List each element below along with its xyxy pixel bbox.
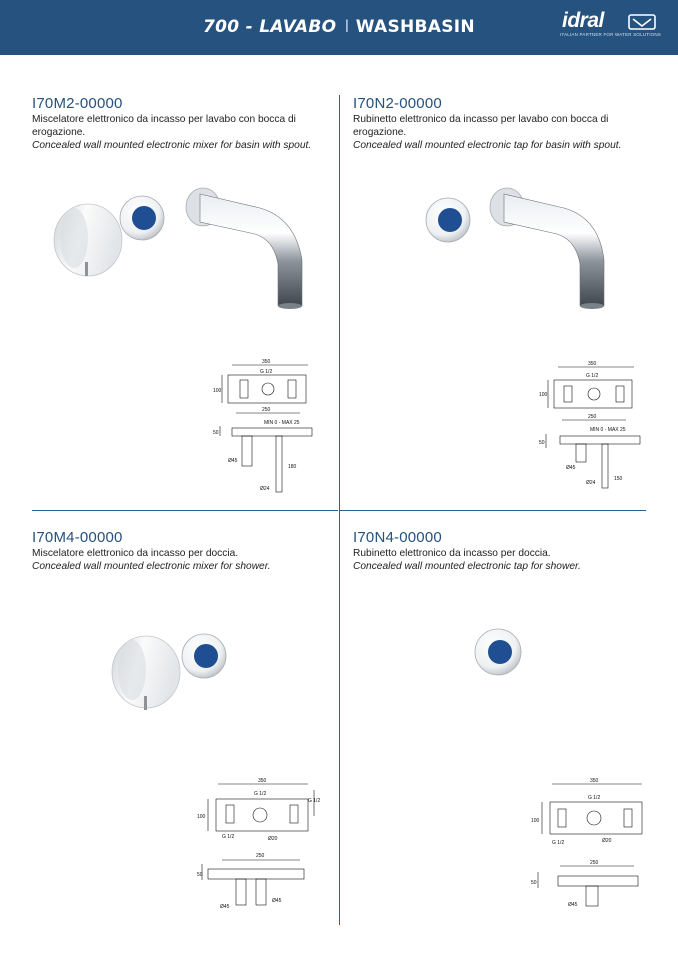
sensor-disc-icon — [120, 196, 164, 240]
dim-inner: 250 — [588, 414, 597, 420]
horizontal-divider-left — [32, 510, 338, 511]
title-separator: I — [344, 17, 350, 37]
product-i70n4 — [353, 529, 648, 573]
dim-width: 350 — [588, 361, 597, 367]
sensor-disc-icon — [182, 634, 226, 678]
product-code: I70N4-00000 — [353, 529, 442, 546]
product-desc-en: Concealed wall mounted electronic tap for shower. — [353, 561, 581, 572]
mixer-spout-photo — [40, 180, 330, 320]
dim-inner: 250 — [590, 860, 599, 866]
shower-mixer-photo — [100, 620, 240, 720]
technical-drawing-i70m4 — [196, 772, 326, 912]
product-desc-en: Concealed wall mounted electronic mixer for basin with spout. — [32, 140, 312, 151]
dim-length: 150 — [614, 476, 623, 482]
dim-inner: 250 — [262, 407, 271, 413]
dim-min-max: MIN 0 - MAX 25 — [264, 420, 300, 426]
product-desc-en: Concealed wall mounted electronic tap for basin with spout. — [353, 140, 622, 151]
sensor-disc-icon — [426, 198, 470, 242]
product-code: I70N2-00000 — [353, 95, 442, 112]
dim-height: 100 — [531, 818, 540, 824]
dim-thread-side: G 1/2 — [308, 798, 321, 804]
dim-thread: G 1/2 — [260, 369, 273, 375]
technical-drawing-i70n4 — [530, 772, 650, 912]
product-desc-it: Miscelatore elettronico da incasso per lavabo con bocca di erogazione. — [32, 114, 296, 138]
dim-height: 100 — [213, 388, 222, 394]
dim-dia-body: Ø45 — [228, 458, 238, 464]
dim-thread-bottom: G 1/2 — [222, 834, 235, 840]
product-i70n2 — [353, 95, 648, 152]
dim-length: 180 — [288, 464, 297, 470]
spout-icon — [490, 188, 604, 309]
dim-dia-body: Ø45 — [566, 465, 576, 471]
technical-drawing-i70n2 — [538, 356, 648, 496]
dim-depth: 50 — [213, 430, 219, 436]
dim-width: 350 — [590, 778, 599, 784]
product-i70m4 — [32, 529, 327, 573]
horizontal-divider-right — [340, 510, 646, 511]
mixer-knob-icon — [54, 204, 122, 276]
dim-depth: 50 — [197, 872, 203, 878]
dim-dia-body-2: Ø45 — [272, 898, 282, 904]
dim-thread: G 1/2 — [254, 791, 267, 797]
dim-height: 100 — [197, 814, 206, 820]
dim-dia-20: Ø20 — [268, 836, 278, 842]
idral-logo — [560, 9, 662, 42]
page-header — [0, 0, 678, 55]
dim-depth: 50 — [531, 880, 537, 886]
dim-dia-body: Ø45 — [568, 902, 578, 908]
dim-dia-spout: Ø24 — [586, 480, 596, 486]
dim-width: 350 — [258, 778, 267, 784]
tap-spout-photo — [410, 180, 620, 320]
dim-inner: 250 — [256, 853, 265, 859]
logo-tagline: ITALIAN PARTNER FOR WATER SOLUTIONS — [560, 32, 662, 37]
logo-badge-icon — [628, 14, 656, 30]
dim-dia-spout: Ø24 — [260, 486, 270, 492]
logo-wordmark: idral — [562, 9, 604, 32]
shower-tap-photo — [468, 626, 528, 686]
dim-dia-20: Ø20 — [602, 838, 612, 844]
product-desc-it: Rubinetto elettronico da incasso per doccia. — [353, 548, 551, 559]
dim-thread-bottom: G 1/2 — [552, 840, 565, 846]
sensor-disc-icon — [475, 629, 521, 675]
dim-min-max: MIN 0 - MAX 25 — [590, 427, 626, 433]
title-washbasin: WASHBASIN — [355, 17, 475, 37]
product-desc-it: Miscelatore elettronico da incasso per doccia. — [32, 548, 239, 559]
dim-depth: 50 — [539, 440, 545, 446]
product-code: I70M2-00000 — [32, 95, 123, 112]
dim-height: 100 — [539, 392, 548, 398]
technical-drawing-i70m2 — [212, 356, 322, 496]
product-desc-en: Concealed wall mounted electronic mixer for shower. — [32, 561, 271, 572]
title-lavabo: 700 - LAVABO — [203, 17, 337, 37]
dim-dia-body: Ø45 — [220, 904, 230, 910]
dim-width: 350 — [262, 359, 271, 365]
mixer-knob-icon — [112, 636, 180, 710]
product-code: I70M4-00000 — [32, 529, 123, 546]
dim-thread: G 1/2 — [588, 795, 601, 801]
dim-thread: G 1/2 — [586, 373, 599, 379]
spout-icon — [186, 188, 302, 309]
product-i70m2 — [32, 95, 327, 152]
product-desc-it: Rubinetto elettronico da incasso per lavabo con bocca di erogazione. — [353, 114, 609, 138]
